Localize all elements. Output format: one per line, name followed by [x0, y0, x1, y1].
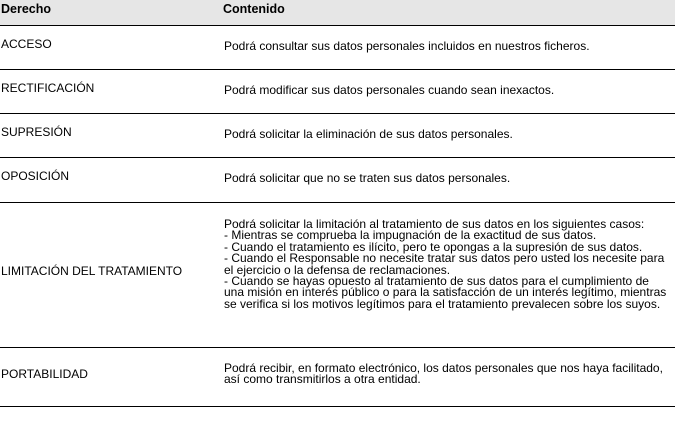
contenido-line: así como transmitirlos a otra entidad.: [224, 372, 421, 387]
contenido-line: - Cuando el Responsable no necesite tratar sus datos pero usted los necesite para: [224, 251, 665, 266]
derecho-cell: OPOSICIÓN: [1, 169, 70, 183]
contenido-line: Podrá consultar sus datos personales incluidos en nuestros ficheros.: [224, 39, 590, 53]
contenido-line: Podrá solicitar la eliminación de sus datos personales.: [224, 127, 513, 141]
contenido-cell: [224, 363, 663, 386]
table-row-oposicion: [0, 158, 675, 203]
derecho-cell: RECTIFICACIÓN: [1, 81, 95, 95]
header-contenido: Contenido: [223, 2, 285, 16]
derecho-cell: ACCESO: [1, 37, 52, 51]
derecho-cell: PORTABILIDAD: [1, 367, 88, 381]
contenido-line: Podrá modificar sus datos personales cuando sean inexactos.: [224, 83, 555, 97]
contenido-line: Podrá solicitar que no se traten sus datos personales.: [224, 171, 511, 185]
table-row-supresion: [0, 114, 675, 158]
contenido-line: Podrá recibir, en formato electrónico, los datos personales que nos haya facilitado,: [224, 361, 663, 375]
contenido-cell: [224, 219, 666, 310]
table-row-acceso: [0, 26, 675, 70]
contenido-cell: [224, 173, 510, 184]
derecho-cell: LIMITACIÓN DEL TRATAMIENTO: [1, 264, 183, 278]
contenido-cell: [224, 129, 513, 140]
contenido-line: - Mientras se comprueba la impugnación de la exactitud de sus datos.: [224, 228, 597, 243]
table-row-rectificacion: [0, 70, 675, 114]
contenido-cell: [224, 41, 590, 52]
table-row-portabilidad: [0, 348, 675, 407]
derecho-cell: SUPRESIÓN: [1, 125, 72, 139]
contenido-line: se verifica si los motivos legítimos para el tratamiento prevalecen sobre los suyos.: [224, 296, 661, 311]
contenido-line: - Cuando se hayas opuesto al tratamiento de sus datos para el cumplimiento de: [224, 274, 649, 289]
contenido-line: el ejercicio o la defensa de reclamaciones.: [224, 262, 451, 277]
table-header: [0, 0, 675, 26]
contenido-cell: [224, 85, 554, 96]
contenido-line: una misión en interés público o para la satisfacción de un interés legítimo, mientras: [224, 285, 667, 300]
table-row-limitacion: [0, 203, 675, 348]
contenido-line: - Cuando el tratamiento es ilícito, pero te opongas a la supresión de sus datos.: [224, 239, 643, 254]
header-derecho: Derecho: [1, 2, 52, 16]
contenido-line: Podrá solicitar la limitación al tratamiento de sus datos en los siguientes casos:: [224, 217, 645, 231]
